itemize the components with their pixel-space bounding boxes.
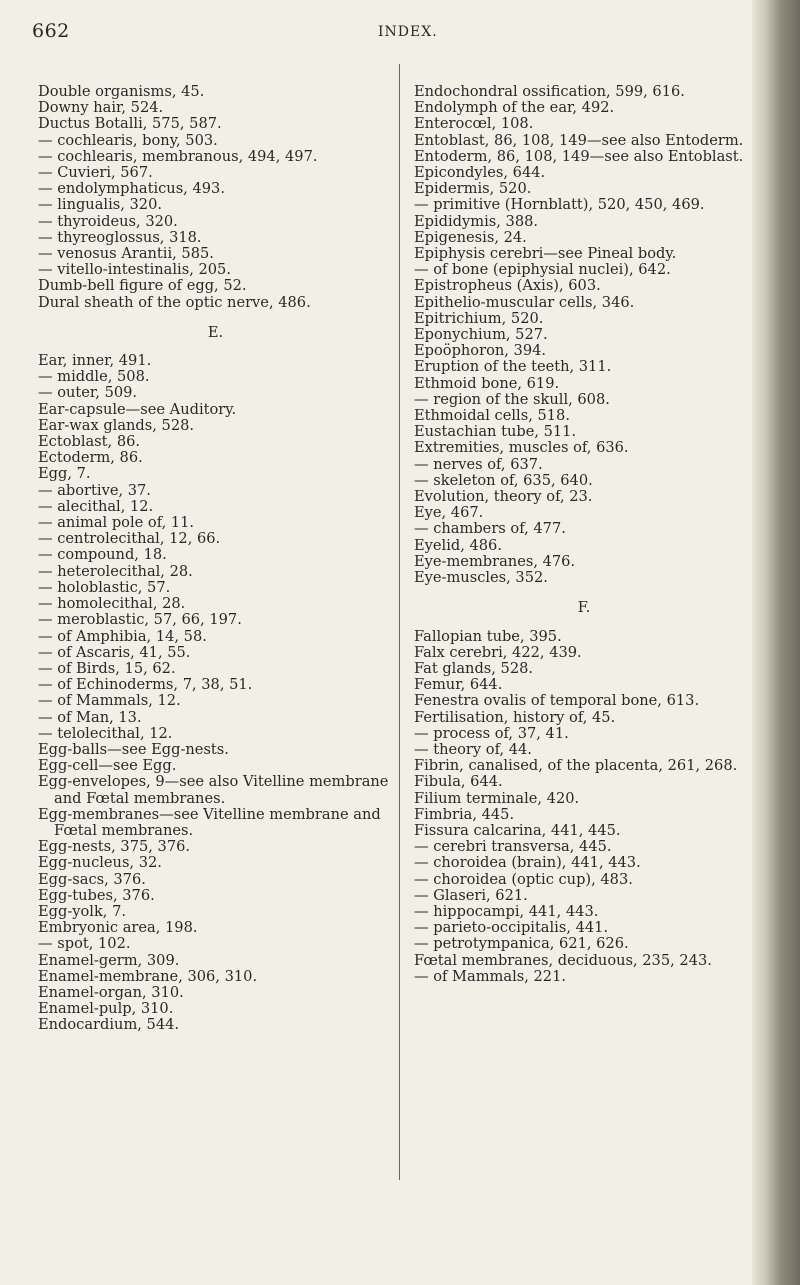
index-entry: — cochlearis, membranous, 494, 497.	[38, 147, 318, 165]
index-entry: — theory of, 44.	[414, 740, 532, 758]
index-entry: Endolymph of the ear, 492.	[414, 99, 615, 117]
index-entry: Egg-cell—see Egg.	[38, 757, 177, 775]
index-entry: Entoderm, 86, 108, 149—see also Entoblast.	[414, 147, 744, 165]
index-entry: Ectoblast, 86.	[38, 433, 141, 451]
index-entry: — vitello-intestinalis, 205.	[38, 261, 231, 279]
index-entry: — of Mammals, 12.	[38, 692, 181, 710]
index-entry: — primitive (Hornblatt), 520, 450, 469.	[414, 196, 705, 214]
index-entry: — of Ascaris, 41, 55.	[38, 643, 191, 661]
index-entry: — nerves of, 637.	[414, 455, 543, 473]
index-entry: — skeleton of, 635, 640.	[414, 471, 593, 489]
index-entry: Dumb-bell figure of egg, 52.	[38, 277, 247, 295]
index-entry: Endocardium, 544.	[38, 1016, 180, 1034]
index-entry: — process of, 37, 41.	[414, 724, 569, 742]
index-entry: Epistropheus (Axis), 603.	[414, 277, 601, 295]
index-entry: Fat glands, 528.	[414, 659, 534, 677]
index-entry: Endochondral ossification, 599, 616.	[414, 83, 685, 100]
index-entry: — cerebri transversa, 445.	[414, 838, 612, 856]
index-entry: — holoblastic, 57.	[38, 578, 171, 596]
index-entry: — of Echinoderms, 7, 38, 51.	[38, 676, 253, 694]
index-entry: — middle, 508.	[38, 368, 150, 386]
index-entry: Embryonic area, 198.	[38, 919, 198, 937]
index-entry: Epithelio-muscular cells, 346.	[414, 293, 635, 311]
index-entry: — telolecithal, 12.	[38, 724, 173, 742]
index-entry: Ductus Botalli, 575, 587.	[38, 115, 222, 133]
index-entry: — parieto-occipitalis, 441.	[414, 919, 609, 937]
index-entry: Enamel-membrane, 306, 310.	[38, 967, 258, 985]
index-entry: Ear-wax glands, 528.	[38, 416, 195, 434]
index-entry: Egg-sacs, 376.	[38, 870, 146, 888]
index-entry: — chambers of, 477.	[414, 520, 566, 538]
index-entry: Evolution, theory of, 23.	[414, 488, 593, 506]
index-entry: Enamel-organ, 310.	[38, 983, 184, 1001]
index-entry: Egg-envelopes, 9—see also Vitelline membrane and Fœtal membranes.	[38, 773, 389, 807]
index-entry: — thyroideus, 320.	[38, 212, 178, 230]
index-entry: Eyelid, 486.	[414, 536, 502, 554]
index-entry: Ethmoid bone, 619.	[414, 374, 560, 392]
index-entry: — lingualis, 320.	[38, 196, 163, 214]
index-entry: — of Mammals, 221.	[414, 967, 567, 985]
index-entry: Fœtal membranes, deciduous, 235, 243.	[414, 951, 712, 969]
index-entry: Eye-membranes, 476.	[414, 552, 576, 570]
section-letter: E.	[207, 323, 224, 341]
index-entry: Downy hair, 524.	[38, 99, 164, 117]
index-entry: Fertilisation, history of, 45.	[414, 708, 616, 726]
index-entry: Ear-capsule—see Auditory.	[38, 400, 237, 418]
index-entry: Eye, 467.	[414, 504, 484, 522]
index-entry: — hippocampi, 441, 443.	[414, 902, 599, 920]
index-entry: Double organisms, 45.	[38, 83, 205, 100]
index-entry: — meroblastic, 57, 66, 197.	[38, 611, 242, 629]
index-entry: — choroidea (brain), 441, 443.	[414, 854, 641, 872]
index-entry: — spot, 102.	[38, 935, 131, 953]
index-entry: — of Birds, 15, 62.	[38, 659, 176, 677]
page-edge-shadow	[752, 0, 800, 1285]
index-entry: Epicondyles, 644.	[414, 164, 546, 182]
index-entry: — outer, 509.	[38, 384, 138, 402]
index-entry: — alecithal, 12.	[38, 497, 154, 515]
index-entry: Fibula, 644.	[414, 773, 503, 791]
index-entry: — thyreoglossus, 318.	[38, 228, 202, 246]
index-entry: — centrolecithal, 12, 66.	[38, 530, 221, 548]
index-entry: Fallopian tube, 395.	[414, 627, 562, 645]
index-entry: Epoöphoron, 394.	[414, 342, 547, 360]
index-entry: Epigenesis, 24.	[414, 228, 527, 246]
index-entry: — of Amphibia, 14, 58.	[38, 627, 207, 645]
index-entry: Eruption of the teeth, 311.	[414, 358, 612, 376]
column-divider	[399, 64, 400, 1180]
page-number: 662	[32, 20, 70, 42]
index-entry: — of bone (epiphysial nuclei), 642.	[414, 261, 671, 279]
index-entry: Ethmoidal cells, 518.	[414, 407, 570, 425]
index-entry: Fenestra ovalis of temporal bone, 613.	[414, 692, 700, 710]
index-entry: Eponychium, 527.	[414, 326, 548, 344]
index-entry: Eustachian tube, 511.	[414, 423, 577, 441]
index-entry: Fibrin, canalised, of the placenta, 261, 268.	[414, 757, 738, 775]
index-entry: Epididymis, 388.	[414, 212, 539, 230]
index-entry: Fissura calcarina, 441, 445.	[414, 821, 621, 839]
index-entry: Egg-balls—see Egg-nests.	[38, 740, 229, 758]
index-entry: Eye-muscles, 352.	[414, 569, 548, 587]
index-entry: Falx cerebri, 422, 439.	[414, 643, 582, 661]
index-entry: Femur, 644.	[414, 676, 503, 694]
index-entry: — animal pole of, 11.	[38, 514, 195, 532]
index-entry: Enamel-pulp, 310.	[38, 1000, 174, 1018]
index-entry: Epiphysis cerebri—see Pineal body.	[414, 245, 677, 263]
index-entry: Dural sheath of the optic nerve, 486.	[38, 293, 311, 311]
index-entry: Ear, inner, 491.	[38, 352, 152, 370]
left-column	[38, 84, 393, 1034]
index-entry: — heterolecithal, 28.	[38, 562, 193, 580]
index-entry: — cochlearis, bony, 503.	[38, 131, 218, 149]
index-entry: Egg-nucleus, 32.	[38, 854, 162, 872]
index-entry: — abortive, 37.	[38, 481, 151, 499]
index-entry: — homolecithal, 28.	[38, 595, 186, 613]
index-entry: — of Man, 13.	[38, 708, 142, 726]
index-entry: Fimbria, 445.	[414, 805, 515, 823]
index-entry: Egg-nests, 375, 376.	[38, 838, 191, 856]
index-entry: — venosus Arantii, 585.	[38, 245, 214, 263]
index-entry: Entoblast, 86, 108, 149—see also Entoderm.	[414, 131, 744, 149]
right-column	[414, 84, 754, 985]
section-letter: F.	[577, 599, 591, 617]
running-head: INDEX.	[378, 24, 438, 40]
index-entry: Filium terminale, 420.	[414, 789, 580, 807]
index-entry: — Glaseri, 621.	[414, 886, 528, 904]
index-entry: Egg-tubes, 376.	[38, 886, 155, 904]
index-entry: Enterocœl, 108.	[414, 115, 534, 133]
index-entry: Egg, 7.	[38, 465, 91, 483]
index-entry: — Cuvieri, 567.	[38, 164, 153, 182]
index-entry: Egg-membranes—see Vitelline membrane and Fœtal membranes.	[38, 805, 381, 839]
index-entry: — petrotympanica, 621, 626.	[414, 935, 629, 953]
index-entry: Extremities, muscles of, 636.	[414, 439, 629, 457]
index-entry: Enamel-germ, 309.	[38, 951, 180, 969]
index-entry: — endolymphaticus, 493.	[38, 180, 225, 198]
index-entry: — choroidea (optic cup), 483.	[414, 870, 633, 888]
index-entry: Egg-yolk, 7.	[38, 902, 127, 920]
index-entry: Ectoderm, 86.	[38, 449, 143, 467]
index-entry: — compound, 18.	[38, 546, 167, 564]
index-entry: — region of the skull, 608.	[414, 390, 610, 408]
index-entry: Epidermis, 520.	[414, 180, 532, 198]
index-entry: Epitrichium, 520.	[414, 309, 544, 327]
